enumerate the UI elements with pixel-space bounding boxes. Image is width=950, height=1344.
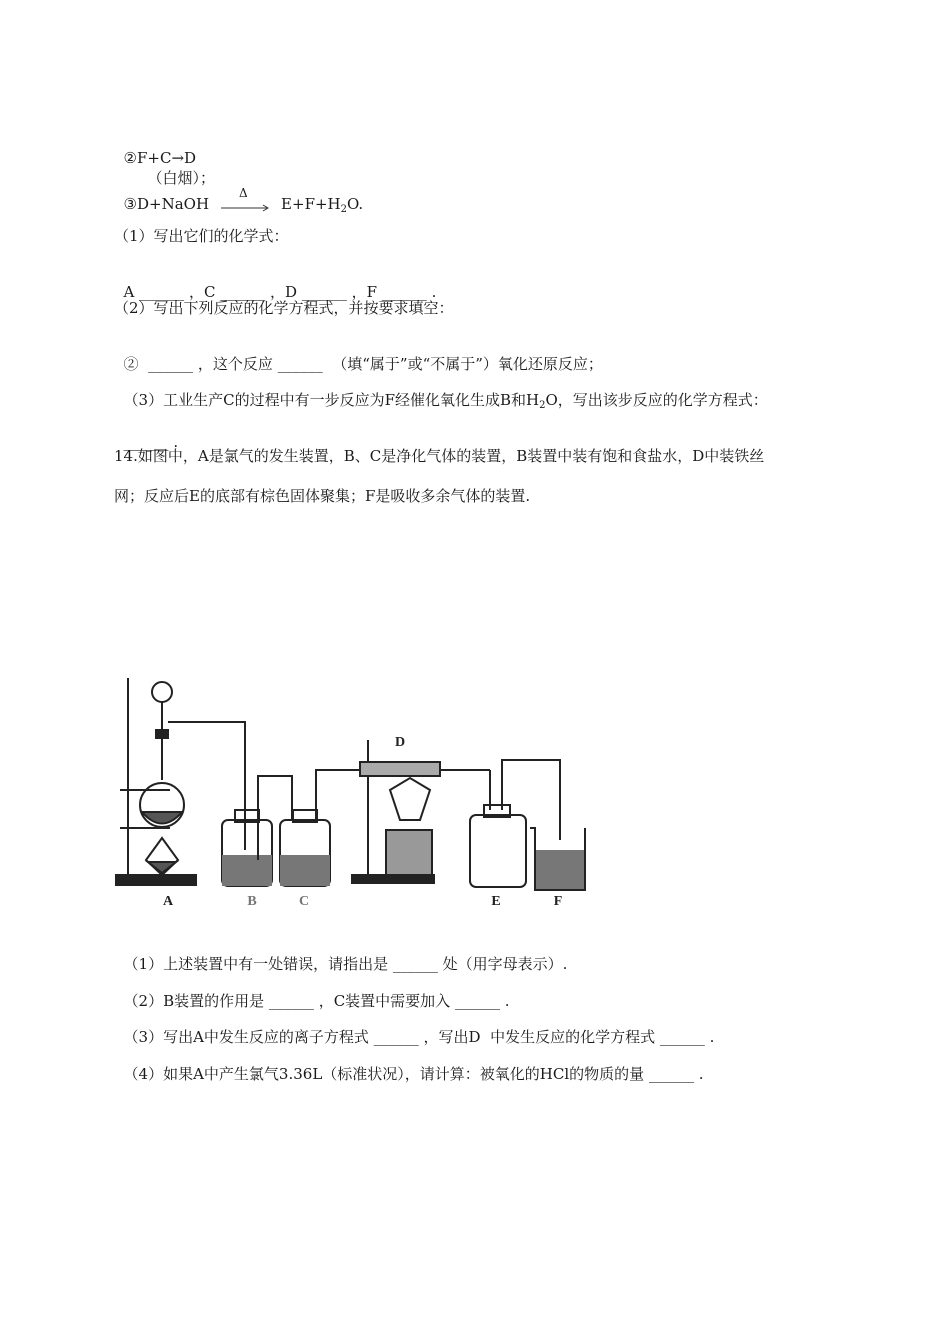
answer-blank-f[interactable]: ______: [381, 283, 427, 301]
reaction-2-equation: ②F+C→D: [123, 149, 197, 167]
sub-q2: （2）B装置的作用是 ______ ，C装置中需要加入 ______ .: [123, 992, 510, 1010]
q3-prompt: （3）工业生产C的过程中有一步反应为F经催化氧化生成B和$H_2O$，写出该步反应的化学方程式：: [123, 391, 768, 411]
reaction-3: [114, 174, 363, 220]
answer-blank-a[interactable]: ______: [139, 283, 185, 301]
answer-blank-s2b[interactable]: ______: [454, 992, 500, 1010]
sub-q1: （1）上述装置中有一处错误，请指出是 ______ 处（用字母表示）.: [123, 955, 568, 973]
q1-answers: A ______ ，C ______ ，D ______ ，F ______ .: [123, 283, 437, 301]
label-b: B: [247, 894, 257, 909]
label-c: C: [298, 894, 310, 909]
problem-14-line2: 网；反应后E的底部有棕色固体聚集；F是吸收多余气体的装置.: [114, 487, 531, 505]
answer-blank-q2-eq[interactable]: ______: [148, 355, 194, 373]
sub-q3: （3）写出A中发生反应的离子方程式 ______ ，写出D 中发生反应的化学方程式 ______ .: [123, 1028, 715, 1046]
answer-blank-s2a[interactable]: ______: [268, 992, 314, 1010]
answer-blank-s4[interactable]: ______: [648, 1065, 694, 1083]
answer-blank-d[interactable]: ______: [301, 283, 347, 301]
heat-arrow-icon: [219, 186, 271, 215]
apparatus-a: [116, 678, 245, 885]
answer-blank-c[interactable]: ______: [220, 283, 266, 301]
answer-blank-q3[interactable]: ______: [123, 433, 169, 451]
answer-blank-s3a[interactable]: ______: [373, 1028, 419, 1046]
answer-blank-s3b[interactable]: ______: [659, 1028, 705, 1046]
answer-blank-s1[interactable]: ______: [392, 955, 438, 973]
label-e: E: [491, 894, 501, 909]
label-d: D: [394, 735, 406, 750]
reaction-2-note: （白烟）；: [147, 169, 216, 187]
q2-answer: ② ______ ，这个反应 ______ （填“属于”或“不属于”）氧化还原反应；: [123, 355, 603, 373]
q2-prompt: （2）写出下列反应的化学方程式，并按要求填空：: [114, 299, 454, 317]
apparatus-f: [530, 828, 585, 890]
reaction-3-right: $E+F+H_2O$.: [281, 195, 364, 215]
q1-prompt: （1）写出它们的化学式：: [114, 227, 289, 245]
q3-answer: ______ .: [123, 433, 179, 451]
reaction-3-left: ③D+NaOH: [123, 195, 210, 213]
label-a: A: [162, 894, 174, 909]
sub-q4: （4）如果A中产生氯气3.36L（标准状况），请计算：被氧化的HCl的物质的量 ______ .: [123, 1065, 704, 1083]
problem-14-line1: 14.如图中，A是氯气的发生装置，B、C是净化气体的装置，B装置中装有饱和食盐水，D中装铁丝: [114, 447, 765, 465]
answer-blank-q2-type[interactable]: ______: [277, 355, 323, 373]
label-f: F: [553, 894, 563, 909]
apparatus-figure: [110, 670, 600, 910]
delta-symbol: Δ: [239, 186, 248, 200]
